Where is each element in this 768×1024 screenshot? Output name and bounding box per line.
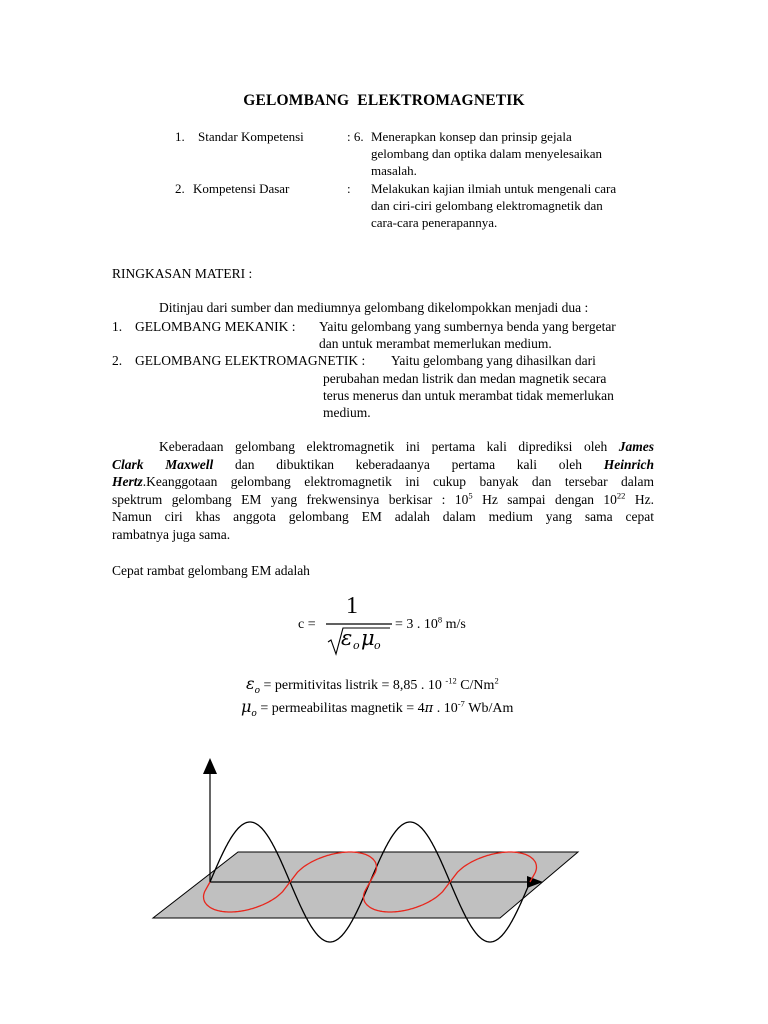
paragraph-line: Namun ciri khas anggota gelombang EM adalah dalam medium yang sama cepat [112, 509, 654, 524]
scientist-name: Heinrich [603, 456, 655, 472]
scientist-name: Clark Maxwell [112, 456, 214, 472]
scientist-name: Hertz [112, 474, 143, 489]
competency-1-separator: : 6. [347, 129, 364, 144]
paragraph-text: spektrum gelombang EM yang frekwensinya berkisar : 10 [112, 491, 469, 507]
competency-2-label: Kompetensi Dasar [193, 181, 290, 196]
competency-1-number: 1. [175, 129, 185, 144]
em-wave-diagram [0, 740, 768, 980]
formula-lhs: c = [298, 617, 316, 632]
definition-mu [241, 697, 513, 719]
vertical-axis-arrow-icon [203, 758, 217, 774]
paragraph-line [112, 473, 654, 491]
paragraph-line [112, 456, 654, 474]
paragraph-text: dan dibuktikan keberadaanya pertama kali oleh [234, 456, 583, 472]
paragraph-line: rambatnya juga sama. [112, 526, 231, 542]
wave-type-1-description: dan untuk merambat memerlukan medium. [319, 336, 552, 351]
pi-symbol: π [424, 701, 434, 716]
exponent: -7 [457, 698, 465, 709]
page-title: GELOMBANG ELEKTROMAGNETIK [243, 92, 525, 109]
competency-2-text-line: Melakukan kajian ilmiah untuk mengenali cara [371, 181, 617, 196]
wave-type-1-number: 1. [112, 319, 123, 334]
exponent: 2 [494, 675, 499, 686]
competency-1-label: Standar Kompetensi [198, 129, 304, 144]
formula-rhs [395, 614, 466, 633]
definition-epsilon [246, 674, 499, 696]
paragraph-text: Hz sampai dengan 10 [472, 491, 617, 507]
mu-subscript: o [374, 639, 381, 652]
definition-text: . 10 [433, 701, 458, 716]
intro-text: Ditinjau dari sumber dan mediumnya gelombang dikelompokkan menjadi dua : [159, 300, 589, 315]
epsilon-symbol: ε [246, 674, 255, 693]
wave-type-2-description: Yaitu gelombang yang dihasilkan dari [391, 353, 596, 368]
exponent: 8 [437, 614, 443, 625]
formula-rhs-value: = 3 . 10 [395, 617, 438, 632]
formula-unit: m/s [442, 617, 466, 632]
competency-1-text-line: Menerapkan konsep dan prinsip gejala [371, 129, 572, 144]
exponent: -12 [445, 675, 457, 686]
competency-2-number: 2. [175, 181, 185, 196]
scientist-name: James [618, 439, 654, 454]
paragraph-line [112, 438, 654, 456]
epsilon-symbol: ε [341, 626, 353, 650]
paragraph-text: Hz. [625, 491, 654, 507]
paragraph-text: .Keanggotaan gelombang elektromagnetik ini cukup banyak dan tersebar dalam [142, 474, 654, 489]
wave-type-2-number: 2. [112, 353, 123, 368]
exponent: 5 [468, 490, 473, 500]
wave-type-2-description: terus menerus dan untuk merambat tidak memerlukan [323, 388, 614, 403]
epsilon-subscript: o [353, 639, 360, 652]
mu-symbol: μ [361, 626, 375, 650]
competency-1-text-line: masalah. [371, 163, 417, 178]
wave-type-2-name: GELOMBANG ELEKTROMAGNETIK : [135, 353, 366, 368]
competency-2-separator: : [347, 181, 351, 196]
subscript: o [251, 708, 257, 719]
wave-plane [153, 852, 578, 918]
competency-2-text-line: dan ciri-ciri gelombang elektromagnetik dan [371, 198, 603, 213]
wave-type-1-description: Yaitu gelombang yang sumbernya benda yang bergetar [319, 319, 616, 334]
exponent: 22 [616, 490, 626, 500]
competency-1-text-line: gelombang dan optika dalam menyelesaikan [371, 146, 603, 161]
summary-heading: RINGKASAN MATERI : [112, 266, 253, 281]
competency-2-text-line: cara-cara penerapannya. [371, 215, 498, 230]
speed-label: Cepat rambat gelombang EM adalah [112, 563, 310, 578]
subscript: o [254, 685, 261, 696]
paragraph-line [112, 491, 654, 509]
wave-type-1-name: GELOMBANG MEKANIK : [135, 319, 296, 334]
wave-type-2-description: perubahan medan listrik dan medan magnetik secara [323, 371, 607, 386]
mu-symbol: μ [241, 697, 252, 716]
wave-type-2-description: medium. [323, 405, 371, 420]
formula-numerator: 1 [346, 593, 358, 619]
definition-text: = permeabilitas magnetik = 4 [256, 701, 425, 716]
definition-text: = permitivitas listrik = 8,85 . 10 [263, 678, 446, 693]
definition-unit: Wb/Am [464, 701, 514, 716]
paragraph-text: Keberadaan gelombang elektromagnetik ini pertama kali diprediksi oleh [159, 439, 608, 454]
body-paragraph [112, 438, 654, 543]
definition-unit: C/Nm [456, 678, 495, 693]
